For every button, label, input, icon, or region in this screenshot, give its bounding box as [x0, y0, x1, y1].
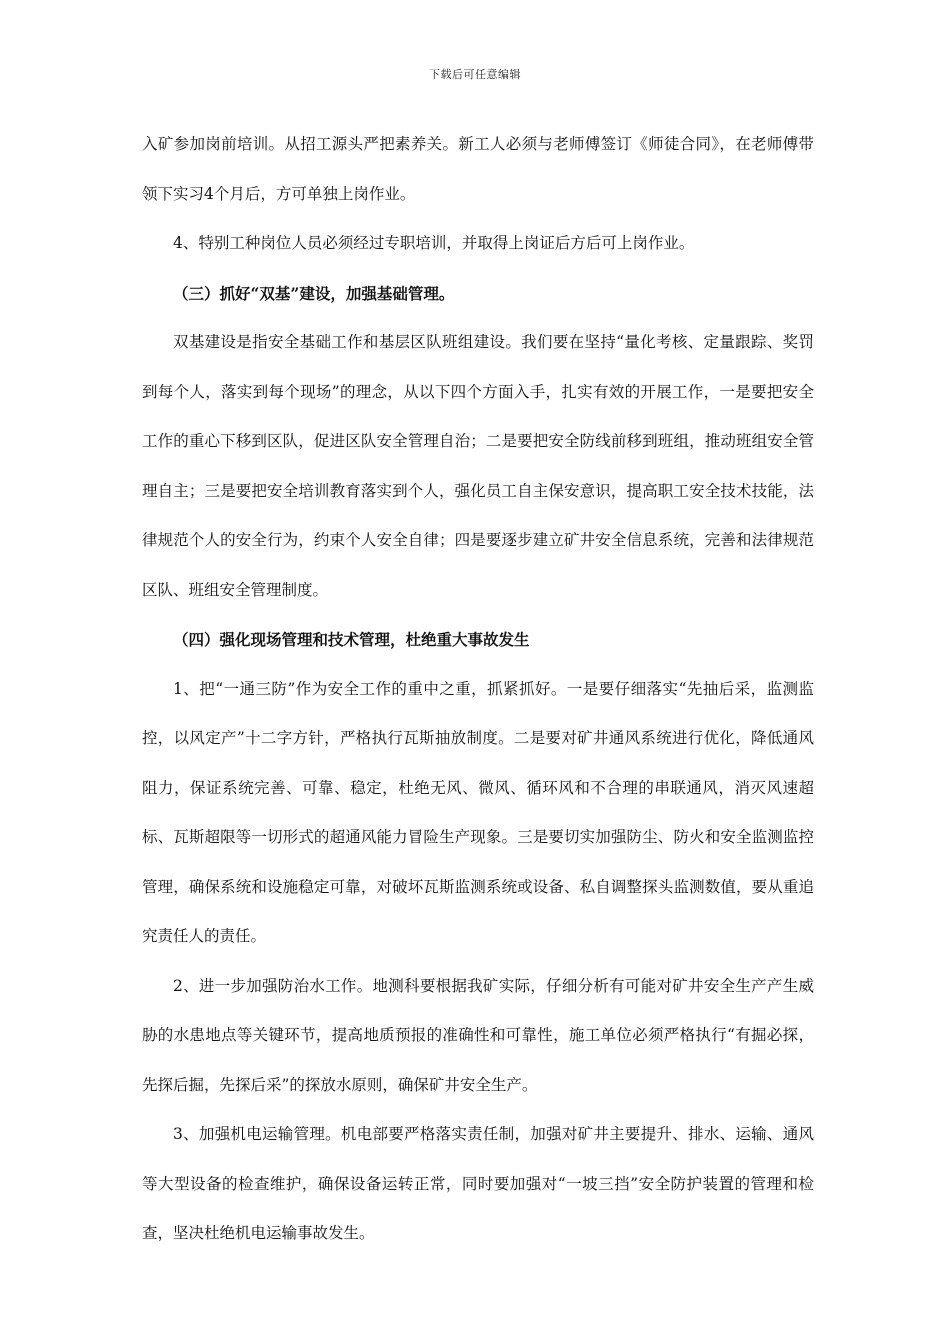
section-heading-4: （四）强化现场管理和技术管理，杜绝重大事故发生 [173, 630, 530, 649]
paragraph-item-3: 3、加强机电运输管理。机电部要严格落实责任制，加强对矿井主要提升、排水、运输、通风等大型设备的检查维护，确保设备运转正常，同时要加强对“一坡三挡”安全防护装置的管理和检查，坚决杜绝机电运输事故发生。 [142, 1125, 814, 1242]
paragraph-continuation: 入矿参加岗前培训。从招工源头严把素养关。新工人必须与老师傅签订《师徒合同》，在老师傅带领下实习4个月后，方可单独上岗作业。 [142, 135, 814, 203]
paragraph-item-4: 4、特别工种岗位人员必须经过专职培训，并取得上岗证后方后可上岗作业。 [173, 234, 695, 252]
paragraph-item-2: 2、进一步加强防治水工作。地测科要根据我矿实际，仔细分析有可能对矿井安全生产产生威胁的水患地点等关键环节，提高地质预报的准确性和可靠性，施工单位必须严格执行“有掘必探，先探后掘，先探后采”的探放水原则，确保矿井安全生产。 [142, 976, 814, 1094]
document-body [142, 120, 814, 1259]
page-header: 下载后可任意编辑 [429, 68, 521, 81]
paragraph-shuangji: 双基建设是指安全基础工作和基层区队班组建设。我们要在坚持“量化考核、定量跟踪、奖罚到每个人，落实到每个现场”的理念，从以下四个方面入手，扎实有效的开展工作，一是要把安全工作的重心下移到区队，促进区队安全管理自治；二是要把安全防线前移到班组，推动班组安全管理自主；三是要把安全培训教育落实到个人，强化员工自主保安意识，提高职工安全技术技能，法律规范个人的安全行为，约束个人安全自律；四是要逐步建立矿井安全信息系统，完善和法律规范区队、班组安全管理制度。 [142, 333, 814, 599]
paragraph-item-1: 1、把“一通三防”作为安全工作的重中之重，抓紧抓好。一是要仔细落实“先抽后采，监测监控，以风定产”十二字方针，严格执行瓦斯抽放制度。二是要对矿井通风系统进行优化，降低通风阻力，保证系统完善、可靠、稳定，杜绝无风、微风、循环风和不合理的串联通风，消灭风速超标、瓦斯超限等一切形式的超通风能力冒险生产现象。三是要切实加强防尘、防火和安全监测监控管理，确保系统和设施稳定可靠，对破坏瓦斯监测系统或设备、私自调整探头监测数值，要从重追究责任人的责任。 [142, 679, 814, 945]
section-heading-3: （三）抓好“双基”建设，加强基础管理。 [173, 283, 455, 303]
